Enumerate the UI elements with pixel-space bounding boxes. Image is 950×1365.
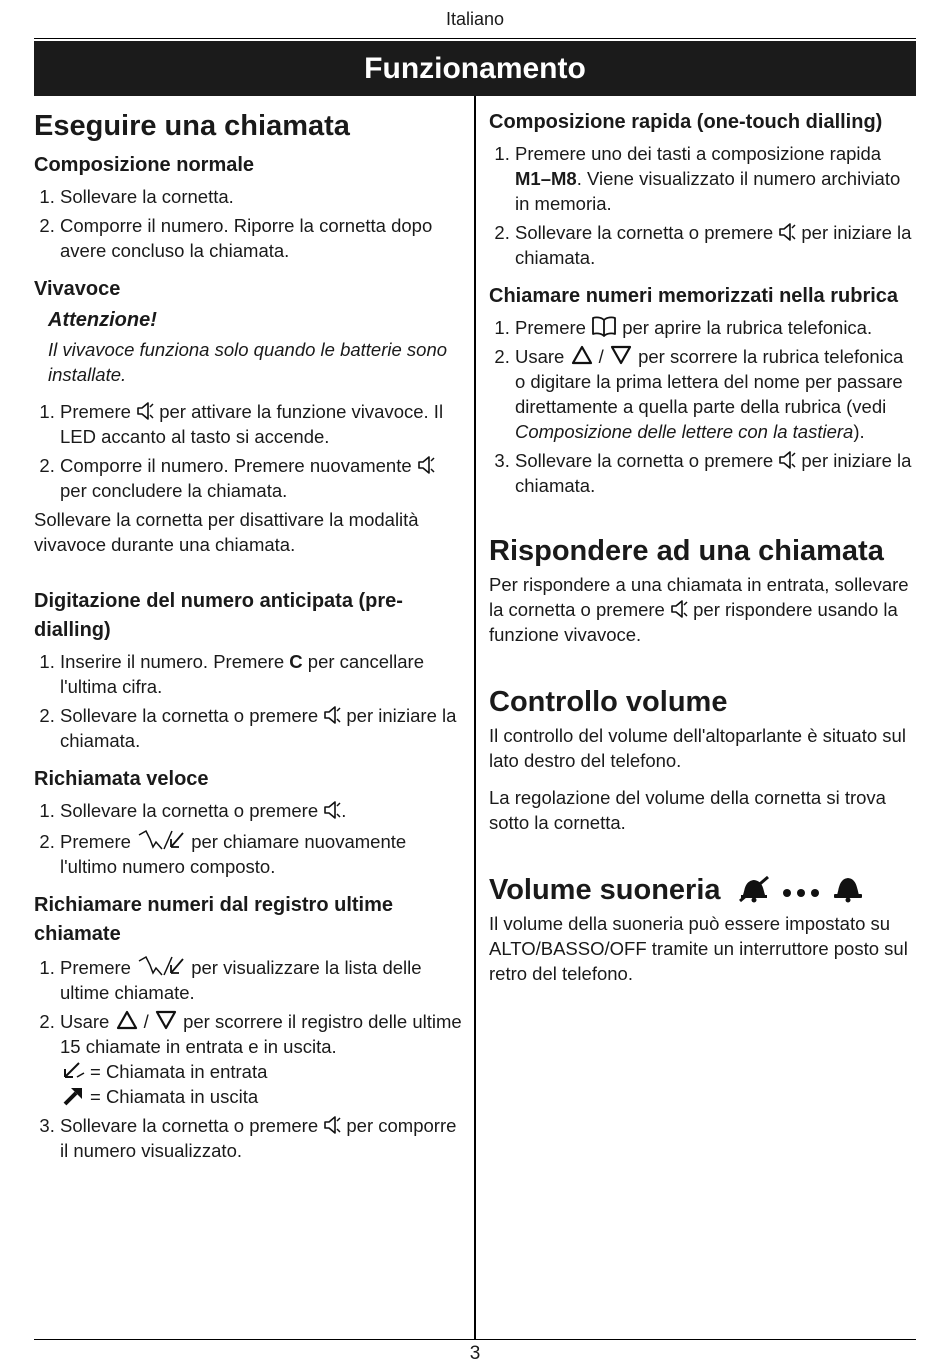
note-text: Il vivavoce funziona solo quando le batterie sono installate. [48, 339, 448, 385]
ringer-off-icon [735, 873, 773, 903]
quick-redial-steps [34, 798, 464, 879]
speaker-icon [778, 450, 796, 470]
right-column [489, 107, 917, 990]
ringer-text: Il volume della suoneria può essere impostato su ALTO/BASSO/OFF tramite un interruttore posto sul retro del telefono. [489, 913, 908, 984]
memory-keys: M1–M8 [515, 168, 577, 189]
list-item: 2. Sollevare la cornetta o premere per iniziare la chiamata. [515, 220, 917, 270]
list-item: 1. Premere per visualizzare la lista delle ultime chiamate. [60, 953, 464, 1005]
speaker-icon [778, 222, 796, 242]
list-item: 2. Usare / per scorrere il registro delle ultime 15 chiamate in entrata e in uscita. = Chiamata in entrata = Chiamata in uscita [60, 1009, 464, 1109]
volume-text-1: Il controllo del volume dell'altoparlante è situato sul lato destro del telefono. [489, 725, 906, 771]
call-log-steps [34, 953, 464, 1163]
list-item: 1. Premere per attivare la funzione vivavoce. Il LED accanto al tasto si accende. [60, 399, 464, 449]
section-title-ringer: Volume suoneria [489, 871, 917, 909]
section-title-answer: Rispondere ad una chiamata [489, 535, 884, 567]
language-label: Italiano [445, 9, 505, 29]
list-item: 3. Sollevare la cornetta o premere per iniziare la chiamata. [515, 448, 917, 498]
list-item: 1. Sollevare la cornetta o premere . [60, 798, 464, 823]
list-item: 2. Sollevare la cornetta o premere per iniziare la chiamata. [60, 703, 464, 753]
heading-normal-dialling: Composizione normale [34, 154, 255, 176]
speaker-icon [323, 1115, 341, 1135]
ringer-on-icon [829, 873, 867, 903]
speaker-icon [136, 401, 154, 421]
predialling-steps [34, 649, 464, 753]
heading-quick-redial: Richiamata veloce [34, 768, 209, 790]
page-number: 3 [469, 1343, 481, 1364]
list-item: 2. Usare / per scorrere la rubrica telefonica o digitare la prima lettera del nome per passare direttamente a quella parte della rubrica (vedi Composizione delle lettere con la tastiera). [515, 344, 917, 444]
list-item: 1. Sollevare la cornetta. [60, 184, 464, 209]
left-column [34, 107, 464, 1167]
outgoing-call-icon [60, 1084, 86, 1106]
list-item: 1. Premere per aprire la rubrica telefonica. [515, 315, 917, 340]
section-banner: Funzionamento [34, 41, 916, 96]
call-log-icon [136, 953, 186, 977]
call-log-icon [136, 827, 186, 851]
legend-outgoing: = Chiamata in uscita [60, 1084, 464, 1109]
volume-text-2: La regolazione del volume della cornetta si trova sotto la cornetta. [489, 787, 886, 833]
list-item: 2. Comporre il numero. Premere nuovamente per concludere la chiamata. [60, 453, 464, 503]
column-divider [474, 96, 476, 1340]
normal-dialling-steps [34, 184, 464, 263]
heading-phonebook: Chiamare numeri memorizzati nella rubrica [489, 285, 899, 307]
speaker-icon [417, 455, 435, 475]
heading-speakerphone: Vivavoce [34, 278, 121, 300]
legend-incoming: = Chiamata in entrata [60, 1059, 464, 1084]
speaker-icon [323, 800, 341, 820]
list-item: 3. Sollevare la cornetta o premere per comporre il numero visualizzato. [60, 1113, 464, 1163]
incoming-call-icon [60, 1059, 86, 1081]
top-rule [34, 38, 916, 39]
heading-predialling: Digitazione del numero anticipata (pre-dialling) [34, 590, 403, 641]
speakerphone-note: Sollevare la cornetta per disattivare la modalità vivavoce durante una chiamata. [34, 509, 419, 555]
phonebook-icon [591, 315, 617, 337]
speakerphone-steps [34, 399, 464, 503]
list-item: 2. Premere per chiamare nuovamente l'ultimo numero composto. [60, 827, 464, 879]
section-title-volume: Controllo volume [489, 686, 728, 718]
speaker-icon [670, 599, 688, 619]
cross-reference: Composizione delle lettere con la tastiera [515, 421, 854, 442]
ellipsis-icon [781, 873, 821, 903]
speaker-icon [323, 705, 341, 725]
list-item: 1. Premere uno dei tasti a composizione rapida M1–M8. Viene visualizzato il numero archiviato in memoria. [515, 141, 917, 216]
section-title-make-call: Eseguire una chiamata [34, 110, 350, 142]
up-arrow-icon [570, 344, 594, 366]
list-item: 2. Comporre il numero. Riporre la cornetta dopo avere concluso la chiamata. [60, 213, 464, 263]
list-item: 1. Inserire il numero. Premere C per cancellare l'ultima cifra. [60, 649, 464, 699]
note-box [48, 308, 464, 387]
down-arrow-icon [609, 344, 633, 366]
heading-one-touch: Composizione rapida (one-touch dialling) [489, 111, 883, 133]
key-c: C [289, 651, 303, 672]
phonebook-steps [489, 315, 917, 498]
up-arrow-icon [115, 1009, 139, 1031]
answer-text: Per rispondere a una chiamata in entrata, sollevare la cornetta o premere per rispondere usando la funzione vivavoce. [489, 574, 909, 645]
note-title: Attenzione! [48, 309, 157, 331]
down-arrow-icon [154, 1009, 178, 1031]
heading-call-log: Richiamare numeri dal registro ultime chiamate [34, 894, 393, 945]
one-touch-steps [489, 141, 917, 270]
bottom-rule [34, 1339, 916, 1340]
